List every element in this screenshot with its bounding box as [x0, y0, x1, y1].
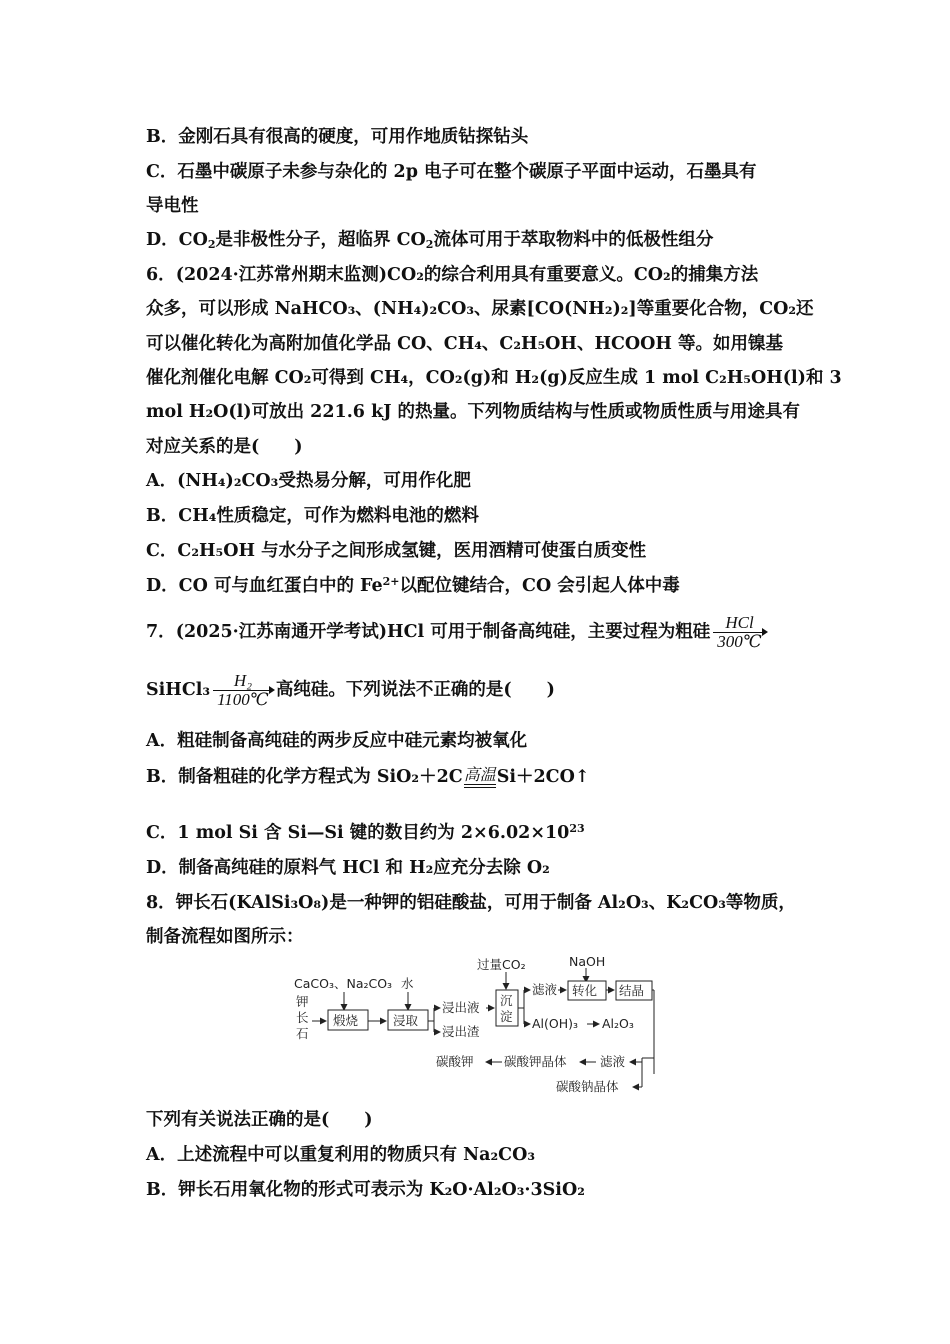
filtrate-2-label: 滤液: [600, 1054, 626, 1069]
q6-option-a: A．(NH₄)₂CO₃受热易分解，可用作化肥: [146, 471, 471, 491]
al2o3-label: Al₂O₃: [602, 1016, 634, 1031]
leachate-label: 浸出液: [442, 1000, 480, 1015]
q8-option-b: B．钾长石用氧化物的形式可表示为 K₂O·Al₂O₃·3SiO₂: [146, 1180, 585, 1200]
na2co3-crystal-label: 碳酸钠晶体: [556, 1079, 619, 1094]
svg-text:钾: 钾: [296, 994, 309, 1009]
svg-text:沉: 沉: [500, 993, 513, 1008]
leach-label: 浸取: [393, 1013, 419, 1028]
equals-condition: 高温: [464, 767, 496, 788]
naoh-label: NaOH: [569, 956, 606, 969]
svg-text:淀: 淀: [500, 1009, 513, 1024]
q5-option-c: C．石墨中碳原子未参与杂化的 2p 电子可在整个碳原子平面中运动，石墨具有: [146, 162, 757, 182]
co2-label: 过量CO₂: [477, 957, 526, 972]
q8-question: 下列有关说法正确的是( ): [146, 1110, 373, 1130]
reaction-arrow-2: $\frac{\text{H₂}}{1100℃}$: [213, 672, 273, 709]
water-label: 水: [401, 976, 414, 991]
k2co3-label: 碳酸钾: [436, 1054, 474, 1069]
q7-option-a: A．粗硅制备高纯硅的两步反应中硅元素均被氧化: [146, 731, 528, 751]
aloh3-label: Al(OH)₃: [532, 1016, 579, 1031]
q8-option-a: A．上述流程中可以重复利用的物质只有 Na₂CO₃: [146, 1145, 536, 1165]
q6-stem-line-4: 催化剂催化电解 CO₂可得到 CH₄，CO₂(g)和 H₂(g)反应生成 1 mol C₂H₅OH(l)和 3: [146, 368, 842, 388]
q6-option-d: D．CO 可与血红蛋白中的 $Fe^{2+}$以配位键结合，CO 会引起人体中毒: [146, 575, 680, 596]
process-flow-diagram: [290, 956, 662, 1102]
q7-option-d: D．制备高纯硅的原料气 HCl 和 H₂应充分去除 O₂: [146, 858, 550, 878]
q8-stem-line-1: 8．钾长石(KAlSi₃O₈)是一种钾的铝硅酸盐，可用于制备 Al₂O₃、K₂CO₃等物质，: [146, 893, 796, 913]
q5-option-c-cont: 导电性: [146, 196, 199, 216]
reaction-arrow-1: $\frac{\text{HCl}}{300℃}$: [713, 614, 766, 651]
q6-stem-line-6: 对应关系的是( ): [146, 437, 303, 457]
k2co3-crystal-label: 碳酸钾晶体: [504, 1054, 567, 1069]
precip-label: [500, 993, 513, 1024]
q6-option-b: B．CH₄性质稳定，可作为燃料电池的燃料: [146, 506, 479, 526]
q7-option-c: C．1 mol Si 含 Si—Si 键的数目约为 $2\times 6.02\times 10^{23}$: [146, 822, 585, 843]
q6-stem-line-1: 6．(2024·江苏常州期末监测)CO₂的综合利用具有重要意义。CO₂的捕集方法: [146, 265, 759, 285]
crystal-label: 结晶: [619, 983, 645, 998]
q5-option-d: D．$CO_2$是非极性分子，超临界 $CO_2$流体可用于萃取物料中的低极性组分: [146, 230, 714, 251]
reagents-label: CaCO₃、Na₂CO₃: [294, 976, 393, 991]
q5-option-b: B．金刚石具有很高的硬度，可用作地质钻探钻头: [146, 127, 529, 147]
q7-stem-line-1: 7．(2025·江苏南通开学考试)HCl 可用于制备高纯硅，主要过程为粗硅 $\frac{\text{HCl}}{300℃}$: [146, 610, 769, 654]
filtrate-1-label: 滤液: [532, 982, 558, 997]
q8-stem-line-2: 制备流程如图所示：: [146, 927, 304, 947]
svg-text:石: 石: [296, 1026, 309, 1041]
feldspar-label: [296, 994, 309, 1041]
q7-option-b: B．制备粗硅的化学方程式为 SiO₂＋2C 高温 Si＋2CO↑: [146, 765, 590, 787]
q6-stem-line-3: 可以催化转化为高附加值化学品 CO、CH₄、C₂H₅OH、HCOOH 等。如用镍基: [146, 334, 784, 354]
calcine-label: 煅烧: [333, 1013, 359, 1028]
q7-stem-line-2: SiHCl₃ $\frac{\text{H₂}}{1100℃}$ 高纯硅。下列说法不正确的是( ): [146, 671, 555, 709]
q6-stem-line-2: 众多，可以形成 NaHCO₃、(NH₄)₂CO₃、尿素[CO(NH₂)₂]等重要化合物，CO₂还: [146, 299, 814, 319]
svg-text:长: 长: [296, 1010, 309, 1025]
q6-stem-line-5: mol H₂O(l)可放出 221.6 kJ 的热量。下列物质结构与性质或物质性质与用途具有: [146, 402, 801, 422]
residue-label: 浸出渣: [442, 1024, 480, 1039]
q6-option-c: C．C₂H₅OH 与水分子之间形成氢键，医用酒精可使蛋白质变性: [146, 541, 647, 561]
convert-label: 转化: [572, 983, 598, 998]
